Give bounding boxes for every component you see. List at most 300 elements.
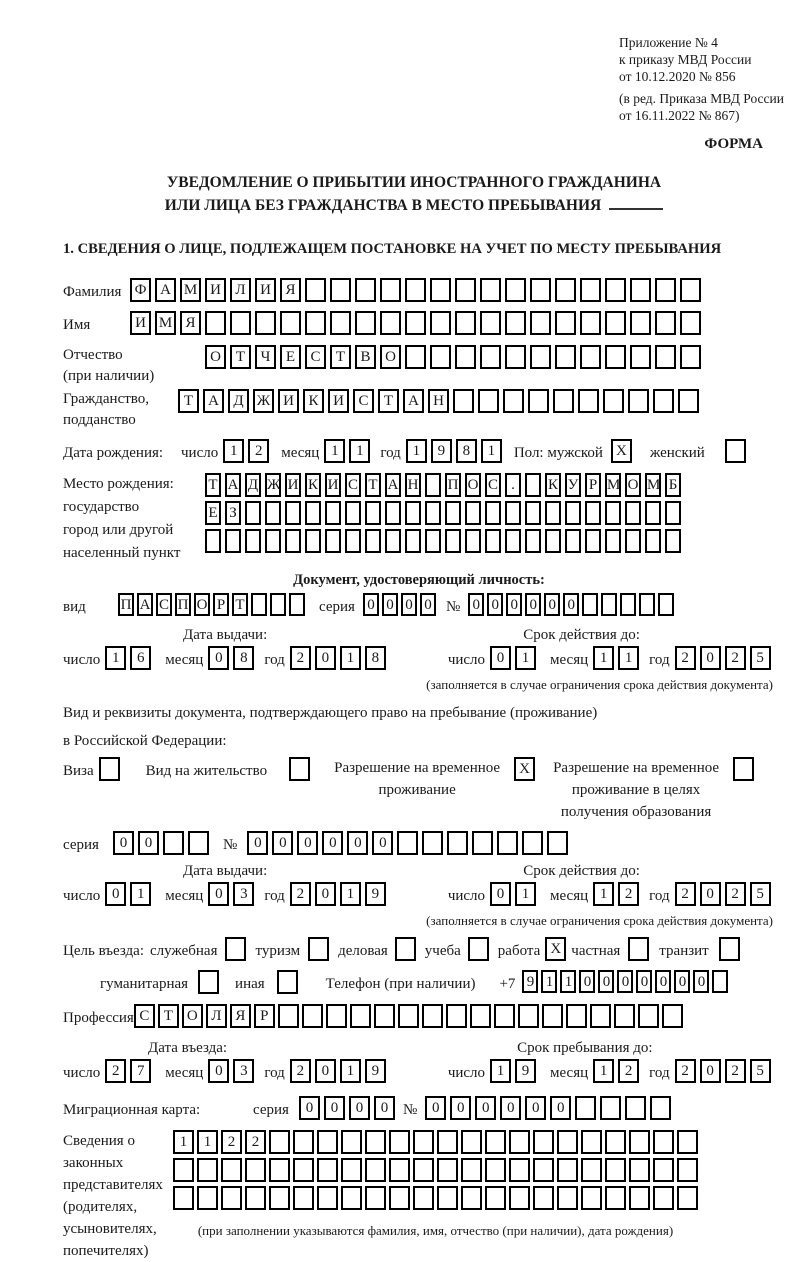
form-cell[interactable] <box>653 389 674 413</box>
form-cell[interactable]: З <box>225 501 241 525</box>
form-cell[interactable]: 0 <box>208 646 229 670</box>
form-cell[interactable]: 0 <box>579 970 595 993</box>
form-cell[interactable] <box>385 501 401 525</box>
form-cell[interactable]: X <box>545 937 566 961</box>
form-cell[interactable]: Р <box>213 593 229 616</box>
form-cell[interactable]: С <box>305 345 326 369</box>
form-cell[interactable] <box>422 1004 443 1028</box>
form-cell[interactable] <box>365 529 381 553</box>
form-cell[interactable]: 0 <box>322 831 343 855</box>
form-cell[interactable] <box>522 831 543 855</box>
form-cell[interactable] <box>485 1130 506 1154</box>
form-cell[interactable]: 1 <box>541 970 557 993</box>
form-cell[interactable] <box>658 593 674 616</box>
form-cell[interactable]: 0 <box>525 1096 546 1120</box>
form-cell[interactable] <box>655 311 676 335</box>
form-cell[interactable] <box>395 937 416 961</box>
form-cell[interactable]: . <box>505 473 521 497</box>
form-cell[interactable] <box>205 311 226 335</box>
form-cell[interactable] <box>278 1004 299 1028</box>
form-cell[interactable]: 0 <box>450 1096 471 1120</box>
form-cell[interactable] <box>645 529 661 553</box>
form-cell[interactable] <box>533 1158 554 1182</box>
form-cell[interactable]: В <box>355 345 376 369</box>
form-cell[interactable] <box>163 831 184 855</box>
form-cell[interactable] <box>461 1158 482 1182</box>
form-cell[interactable]: 2 <box>725 882 746 906</box>
form-cell[interactable] <box>485 529 501 553</box>
form-cell[interactable] <box>455 345 476 369</box>
form-cell[interactable]: С <box>156 593 172 616</box>
form-cell[interactable] <box>625 1096 646 1120</box>
form-cell[interactable] <box>305 501 321 525</box>
form-cell[interactable]: О <box>182 1004 203 1028</box>
form-cell[interactable] <box>638 1004 659 1028</box>
form-cell[interactable] <box>585 501 601 525</box>
form-cell[interactable] <box>725 439 746 463</box>
form-cell[interactable]: 1 <box>340 646 361 670</box>
form-cell[interactable]: Т <box>178 389 199 413</box>
form-cell[interactable]: М <box>645 473 661 497</box>
form-cell[interactable] <box>225 529 241 553</box>
form-cell[interactable]: Н <box>428 389 449 413</box>
form-cell[interactable] <box>580 345 601 369</box>
form-cell[interactable]: 1 <box>340 882 361 906</box>
form-cell[interactable] <box>547 831 568 855</box>
form-cell[interactable] <box>518 1004 539 1028</box>
form-cell[interactable]: О <box>625 473 641 497</box>
form-cell[interactable] <box>614 1004 635 1028</box>
form-cell[interactable] <box>465 529 481 553</box>
form-cell[interactable]: 0 <box>208 882 229 906</box>
form-cell[interactable] <box>446 1004 467 1028</box>
form-cell[interactable]: А <box>203 389 224 413</box>
form-cell[interactable] <box>557 1158 578 1182</box>
form-cell[interactable] <box>255 311 276 335</box>
form-cell[interactable]: С <box>353 389 374 413</box>
form-cell[interactable]: Т <box>205 473 221 497</box>
form-cell[interactable]: 7 <box>130 1059 151 1083</box>
form-cell[interactable]: М <box>155 311 176 335</box>
form-cell[interactable]: 0 <box>420 593 436 616</box>
form-cell[interactable] <box>447 831 468 855</box>
form-cell[interactable] <box>173 1158 194 1182</box>
form-cell[interactable] <box>221 1186 242 1210</box>
form-cell[interactable] <box>650 1096 671 1120</box>
form-cell[interactable]: 0 <box>700 646 721 670</box>
form-cell[interactable] <box>445 501 461 525</box>
form-cell[interactable] <box>230 311 251 335</box>
form-cell[interactable] <box>293 1130 314 1154</box>
form-cell[interactable]: О <box>380 345 401 369</box>
form-cell[interactable] <box>629 1186 650 1210</box>
form-cell[interactable] <box>655 278 676 302</box>
form-cell[interactable]: И <box>328 389 349 413</box>
form-cell[interactable] <box>99 757 120 781</box>
form-cell[interactable]: 5 <box>750 646 771 670</box>
form-cell[interactable]: М <box>180 278 201 302</box>
form-cell[interactable] <box>478 389 499 413</box>
form-cell[interactable]: С <box>345 473 361 497</box>
form-cell[interactable]: 0 <box>324 1096 345 1120</box>
form-cell[interactable] <box>639 593 655 616</box>
form-cell[interactable] <box>601 593 617 616</box>
form-cell[interactable]: 0 <box>247 831 268 855</box>
form-cell[interactable] <box>528 389 549 413</box>
form-cell[interactable]: К <box>305 473 321 497</box>
form-cell[interactable]: Я <box>180 311 201 335</box>
form-cell[interactable]: И <box>255 278 276 302</box>
form-cell[interactable] <box>480 311 501 335</box>
form-cell[interactable] <box>509 1158 530 1182</box>
form-cell[interactable] <box>605 345 626 369</box>
form-cell[interactable] <box>345 529 361 553</box>
form-cell[interactable] <box>680 311 701 335</box>
form-cell[interactable]: Д <box>245 473 261 497</box>
form-cell[interactable] <box>269 1130 290 1154</box>
form-cell[interactable]: 0 <box>468 593 484 616</box>
form-cell[interactable] <box>405 501 421 525</box>
form-cell[interactable] <box>555 278 576 302</box>
form-cell[interactable] <box>389 1158 410 1182</box>
form-cell[interactable]: 0 <box>315 882 336 906</box>
form-cell[interactable]: О <box>465 473 481 497</box>
form-cell[interactable] <box>605 278 626 302</box>
form-cell[interactable]: 0 <box>372 831 393 855</box>
form-cell[interactable] <box>645 501 661 525</box>
form-cell[interactable]: Н <box>405 473 421 497</box>
form-cell[interactable]: 0 <box>563 593 579 616</box>
form-cell[interactable]: Л <box>206 1004 227 1028</box>
form-cell[interactable] <box>374 1004 395 1028</box>
form-cell[interactable]: А <box>385 473 401 497</box>
form-cell[interactable]: И <box>285 473 301 497</box>
form-cell[interactable] <box>465 501 481 525</box>
form-cell[interactable]: Р <box>254 1004 275 1028</box>
form-cell[interactable]: 0 <box>487 593 503 616</box>
form-cell[interactable]: 1 <box>593 1059 614 1083</box>
form-cell[interactable] <box>505 345 526 369</box>
form-cell[interactable]: К <box>545 473 561 497</box>
form-cell[interactable] <box>305 278 326 302</box>
form-cell[interactable] <box>565 501 581 525</box>
form-cell[interactable] <box>325 501 341 525</box>
form-cell[interactable] <box>325 529 341 553</box>
form-cell[interactable] <box>555 311 576 335</box>
form-cell[interactable]: О <box>194 593 210 616</box>
form-cell[interactable] <box>430 345 451 369</box>
form-cell[interactable] <box>205 529 221 553</box>
form-cell[interactable]: 0 <box>617 970 633 993</box>
form-cell[interactable] <box>719 937 740 961</box>
form-cell[interactable] <box>630 278 651 302</box>
form-cell[interactable] <box>566 1004 587 1028</box>
form-cell[interactable]: 8 <box>233 646 254 670</box>
form-cell[interactable]: 0 <box>598 970 614 993</box>
form-cell[interactable] <box>455 278 476 302</box>
form-cell[interactable] <box>405 529 421 553</box>
form-cell[interactable] <box>575 1096 596 1120</box>
form-cell[interactable] <box>605 501 621 525</box>
form-cell[interactable]: С <box>134 1004 155 1028</box>
form-cell[interactable]: 8 <box>365 646 386 670</box>
form-cell[interactable]: 0 <box>700 882 721 906</box>
form-cell[interactable]: Е <box>205 501 221 525</box>
form-cell[interactable]: 1 <box>481 439 502 463</box>
form-cell[interactable] <box>330 278 351 302</box>
form-cell[interactable]: 1 <box>593 882 614 906</box>
form-cell[interactable] <box>289 593 305 616</box>
form-cell[interactable]: 2 <box>675 882 696 906</box>
form-cell[interactable]: О <box>205 345 226 369</box>
form-cell[interactable] <box>437 1130 458 1154</box>
form-cell[interactable]: 0 <box>297 831 318 855</box>
form-cell[interactable]: 2 <box>290 1059 311 1083</box>
form-cell[interactable] <box>733 757 754 781</box>
form-cell[interactable] <box>197 1186 218 1210</box>
form-cell[interactable] <box>389 1130 410 1154</box>
form-cell[interactable] <box>405 278 426 302</box>
form-cell[interactable]: 1 <box>349 439 370 463</box>
form-cell[interactable]: 0 <box>506 593 522 616</box>
form-cell[interactable] <box>188 831 209 855</box>
form-cell[interactable] <box>580 311 601 335</box>
form-cell[interactable]: 2 <box>725 646 746 670</box>
form-cell[interactable]: Я <box>280 278 301 302</box>
form-cell[interactable]: 1 <box>560 970 576 993</box>
form-cell[interactable] <box>557 1186 578 1210</box>
form-cell[interactable]: 0 <box>700 1059 721 1083</box>
form-cell[interactable]: Р <box>585 473 601 497</box>
form-cell[interactable] <box>341 1186 362 1210</box>
form-cell[interactable] <box>485 1158 506 1182</box>
form-cell[interactable]: 0 <box>475 1096 496 1120</box>
form-cell[interactable] <box>680 278 701 302</box>
form-cell[interactable]: 3 <box>233 1059 254 1083</box>
form-cell[interactable] <box>525 501 541 525</box>
form-cell[interactable] <box>680 345 701 369</box>
form-cell[interactable] <box>655 345 676 369</box>
form-cell[interactable] <box>365 1186 386 1210</box>
form-cell[interactable]: 0 <box>315 646 336 670</box>
form-cell[interactable] <box>385 529 401 553</box>
form-cell[interactable]: 1 <box>515 646 536 670</box>
form-cell[interactable]: 1 <box>173 1130 194 1154</box>
form-cell[interactable]: 0 <box>105 882 126 906</box>
form-cell[interactable]: 0 <box>674 970 690 993</box>
form-cell[interactable] <box>425 529 441 553</box>
form-cell[interactable] <box>430 311 451 335</box>
form-cell[interactable]: Ж <box>265 473 281 497</box>
form-cell[interactable]: 0 <box>349 1096 370 1120</box>
form-cell[interactable] <box>629 1158 650 1182</box>
form-cell[interactable] <box>480 278 501 302</box>
form-cell[interactable] <box>245 1186 266 1210</box>
form-cell[interactable]: 0 <box>363 593 379 616</box>
form-cell[interactable] <box>173 1186 194 1210</box>
form-cell[interactable] <box>497 831 518 855</box>
form-cell[interactable] <box>581 1186 602 1210</box>
form-cell[interactable]: 0 <box>490 882 511 906</box>
form-cell[interactable]: 0 <box>347 831 368 855</box>
form-cell[interactable] <box>341 1130 362 1154</box>
form-cell[interactable] <box>509 1186 530 1210</box>
form-cell[interactable] <box>445 529 461 553</box>
form-cell[interactable]: 0 <box>500 1096 521 1120</box>
form-cell[interactable]: 9 <box>522 970 538 993</box>
form-cell[interactable]: 2 <box>245 1130 266 1154</box>
form-cell[interactable] <box>600 1096 621 1120</box>
form-cell[interactable] <box>285 501 301 525</box>
form-cell[interactable] <box>470 1004 491 1028</box>
form-cell[interactable]: Л <box>230 278 251 302</box>
form-cell[interactable] <box>430 278 451 302</box>
form-cell[interactable]: 5 <box>750 1059 771 1083</box>
form-cell[interactable]: 0 <box>636 970 652 993</box>
form-cell[interactable]: 1 <box>593 646 614 670</box>
form-cell[interactable]: П <box>445 473 461 497</box>
form-cell[interactable] <box>653 1186 674 1210</box>
form-cell[interactable]: 1 <box>618 646 639 670</box>
form-cell[interactable] <box>413 1158 434 1182</box>
form-cell[interactable] <box>317 1158 338 1182</box>
form-cell[interactable] <box>605 1186 626 1210</box>
form-cell[interactable]: Я <box>230 1004 251 1028</box>
form-cell[interactable] <box>503 389 524 413</box>
form-cell[interactable] <box>629 1130 650 1154</box>
form-cell[interactable] <box>455 311 476 335</box>
form-cell[interactable] <box>545 529 561 553</box>
form-cell[interactable]: 0 <box>550 1096 571 1120</box>
form-cell[interactable]: Б <box>665 473 681 497</box>
form-cell[interactable] <box>542 1004 563 1028</box>
form-cell[interactable] <box>662 1004 683 1028</box>
form-cell[interactable] <box>665 501 681 525</box>
form-cell[interactable] <box>468 937 489 961</box>
form-cell[interactable] <box>505 529 521 553</box>
form-cell[interactable] <box>530 278 551 302</box>
form-cell[interactable]: 0 <box>113 831 134 855</box>
form-cell[interactable] <box>605 1158 626 1182</box>
form-cell[interactable] <box>308 937 329 961</box>
form-cell[interactable] <box>277 970 298 994</box>
form-cell[interactable] <box>389 1186 410 1210</box>
form-cell[interactable] <box>289 757 310 781</box>
form-cell[interactable] <box>605 311 626 335</box>
form-cell[interactable] <box>505 501 521 525</box>
form-cell[interactable]: И <box>325 473 341 497</box>
form-cell[interactable] <box>494 1004 515 1028</box>
form-cell[interactable]: 1 <box>130 882 151 906</box>
form-cell[interactable] <box>530 311 551 335</box>
form-cell[interactable] <box>413 1130 434 1154</box>
form-cell[interactable] <box>545 501 561 525</box>
form-cell[interactable]: И <box>278 389 299 413</box>
form-cell[interactable] <box>628 937 649 961</box>
form-cell[interactable] <box>525 473 541 497</box>
form-cell[interactable] <box>505 311 526 335</box>
form-cell[interactable] <box>480 345 501 369</box>
form-cell[interactable]: П <box>175 593 191 616</box>
form-cell[interactable]: Т <box>158 1004 179 1028</box>
form-cell[interactable] <box>620 593 636 616</box>
form-cell[interactable] <box>265 501 281 525</box>
form-cell[interactable]: 0 <box>299 1096 320 1120</box>
form-cell[interactable]: 2 <box>290 882 311 906</box>
form-cell[interactable]: С <box>485 473 501 497</box>
form-cell[interactable] <box>225 937 246 961</box>
form-cell[interactable] <box>585 529 601 553</box>
form-cell[interactable] <box>553 389 574 413</box>
form-cell[interactable] <box>197 1158 218 1182</box>
form-cell[interactable]: 3 <box>233 882 254 906</box>
form-cell[interactable] <box>533 1130 554 1154</box>
form-cell[interactable] <box>461 1186 482 1210</box>
form-cell[interactable]: 9 <box>515 1059 536 1083</box>
form-cell[interactable]: 1 <box>406 439 427 463</box>
form-cell[interactable] <box>603 389 624 413</box>
form-cell[interactable] <box>677 1130 698 1154</box>
form-cell[interactable]: Ч <box>255 345 276 369</box>
form-cell[interactable]: 2 <box>725 1059 746 1083</box>
form-cell[interactable]: 9 <box>365 882 386 906</box>
form-cell[interactable] <box>530 345 551 369</box>
form-cell[interactable] <box>581 1158 602 1182</box>
form-cell[interactable] <box>365 501 381 525</box>
form-cell[interactable]: Ф <box>130 278 151 302</box>
form-cell[interactable]: 6 <box>130 646 151 670</box>
form-cell[interactable] <box>221 1158 242 1182</box>
form-cell[interactable] <box>505 278 526 302</box>
form-cell[interactable]: М <box>605 473 621 497</box>
form-cell[interactable] <box>590 1004 611 1028</box>
form-cell[interactable]: А <box>137 593 153 616</box>
form-cell[interactable]: 0 <box>525 593 541 616</box>
form-cell[interactable]: 1 <box>223 439 244 463</box>
form-cell[interactable] <box>326 1004 347 1028</box>
form-cell[interactable]: 9 <box>365 1059 386 1083</box>
form-cell[interactable] <box>405 311 426 335</box>
form-cell[interactable] <box>330 311 351 335</box>
form-cell[interactable] <box>280 311 301 335</box>
form-cell[interactable]: X <box>514 757 535 781</box>
form-cell[interactable] <box>578 389 599 413</box>
form-cell[interactable] <box>355 311 376 335</box>
form-cell[interactable]: 1 <box>105 646 126 670</box>
form-cell[interactable]: 0 <box>693 970 709 993</box>
form-cell[interactable] <box>437 1186 458 1210</box>
form-cell[interactable] <box>269 1158 290 1182</box>
form-cell[interactable] <box>653 1130 674 1154</box>
form-cell[interactable]: 0 <box>374 1096 395 1120</box>
form-cell[interactable] <box>565 529 581 553</box>
form-cell[interactable]: 0 <box>425 1096 446 1120</box>
form-cell[interactable]: 8 <box>456 439 477 463</box>
form-cell[interactable]: 0 <box>544 593 560 616</box>
form-cell[interactable]: 2 <box>618 1059 639 1083</box>
form-cell[interactable]: Т <box>330 345 351 369</box>
form-cell[interactable] <box>605 529 621 553</box>
form-cell[interactable]: 2 <box>248 439 269 463</box>
form-cell[interactable] <box>425 501 441 525</box>
form-cell[interactable] <box>485 501 501 525</box>
form-cell[interactable]: 2 <box>290 646 311 670</box>
form-cell[interactable] <box>317 1186 338 1210</box>
form-cell[interactable] <box>413 1186 434 1210</box>
form-cell[interactable]: Т <box>378 389 399 413</box>
form-cell[interactable] <box>245 501 261 525</box>
form-cell[interactable] <box>269 1186 290 1210</box>
